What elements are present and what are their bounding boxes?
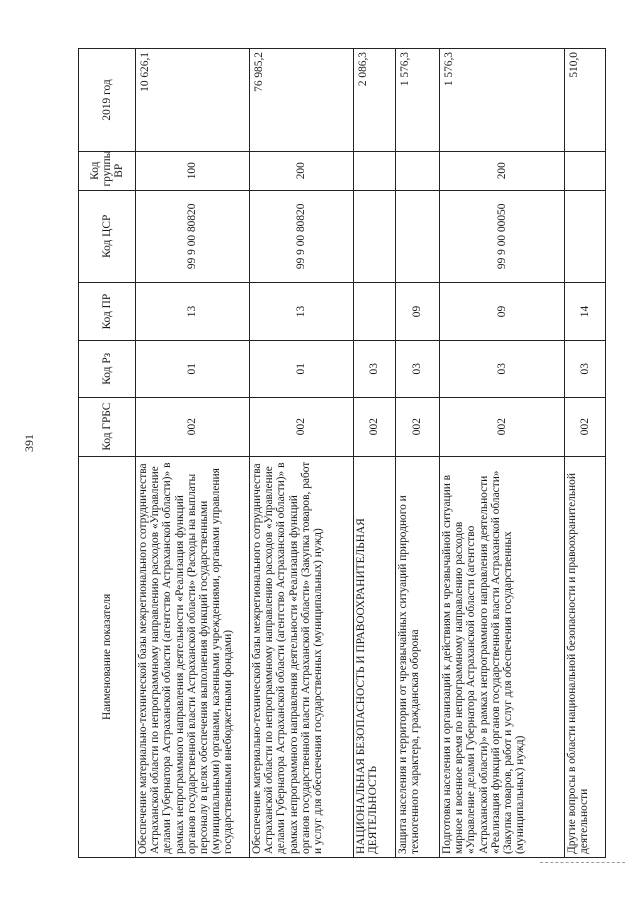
header-name: Наименование показателя (79, 456, 136, 857)
header-vr: Код группы ВР (79, 151, 136, 190)
row-name: Обеспечение материально-технической базы межрегионального сотрудничества Астраханской области по непрограммному направлению расходов «Управление делами Губернатора Астраханской области (агентство Астраханской области)» в рамках непрограммного направления деятельности «Реализация функций органов государственной власти Астраханской области» (Закупка товаров, работ и услуг для обеспечения государственных (муниципальных) нужд) (250, 456, 354, 857)
row-rz: 01 (250, 340, 354, 397)
row-grbs: 002 (354, 397, 396, 456)
page-number: 391 (22, 434, 36, 452)
row-pr: 13 (250, 283, 354, 341)
row-csr (565, 190, 606, 283)
row-vr: 200 (250, 151, 354, 190)
header-row (79, 49, 136, 858)
row-rz: 03 (565, 340, 606, 397)
row-csr: 99 9 00 80820 (250, 190, 354, 283)
row-amount: 10 626,1 (136, 49, 250, 152)
row-vr (396, 151, 440, 190)
header-csr: Код ЦСР (79, 190, 136, 283)
row-rz: 03 (440, 340, 565, 397)
row-csr (396, 190, 440, 283)
table-row (250, 49, 354, 858)
row-amount: 1 576,3 (396, 49, 440, 152)
scan-artifact-line (540, 862, 625, 863)
row-grbs: 002 (565, 397, 606, 456)
row-name: Защита населения и территории от чрезвычайных ситуаций природного и техногенного характера, гражданская оборона (396, 456, 440, 857)
row-amount: 1 576,3 (440, 49, 565, 152)
header-year: 2019 год (79, 49, 136, 152)
table-row (396, 49, 440, 858)
budget-table-rotated (78, 48, 605, 858)
row-amount: 76 985,2 (250, 49, 354, 152)
row-pr: 09 (440, 283, 565, 341)
table-row (354, 49, 396, 858)
row-pr: 14 (565, 283, 606, 341)
row-csr (354, 190, 396, 283)
row-pr: 13 (136, 283, 250, 341)
row-csr: 99 9 00 00050 (440, 190, 565, 283)
row-name: Обеспечение материально-технической базы межрегионального сотрудничества Астраханской области по непрограммному направлению расходов «Управление делами Губернатора Астраханской области (агентство Астраханской области)» в рамках непрограммного направления деятельности «Реализация функций органов государственной власти Астраханской области» (Расходы на выплаты персоналу в целях обеспечения выполнения функций государственными (муниципальными) органами, казенными учреждениями, органами управления государственными внебюджетными фондами) (136, 456, 250, 857)
row-pr: 09 (396, 283, 440, 341)
row-amount: 2 086,3 (354, 49, 396, 152)
header-rz: Код Рз (79, 340, 136, 397)
row-grbs: 002 (250, 397, 354, 456)
row-rz: 01 (136, 340, 250, 397)
row-vr (354, 151, 396, 190)
header-pr: Код ПР (79, 283, 136, 341)
row-name: Другие вопросы в области национальной безопасности и правоохранительной деятельности (565, 456, 606, 857)
row-grbs: 002 (396, 397, 440, 456)
row-amount: 510,0 (565, 49, 606, 152)
row-csr: 99 9 00 80820 (136, 190, 250, 283)
table-row (565, 49, 606, 858)
row-vr: 200 (440, 151, 565, 190)
header-grbs: Код ГРБС (79, 397, 136, 456)
budget-table (78, 48, 606, 858)
row-name: НАЦИОНАЛЬНАЯ БЕЗОПАСНОСТЬ И ПРАВООХРАНИТЕЛЬНАЯ ДЕЯТЕЛЬНОСТЬ (354, 456, 396, 857)
row-vr: 100 (136, 151, 250, 190)
row-name: Подготовка населения и организаций к действиям в чрезвычайной ситуации в мирное и военное время по непрограммному направлению расходов «Управление делами Губернатора Астраханской области (агентство Астраханской области)» в рамках непрограммного направления деятельности «Реализация функций органов государственной власти Астраханской области» (Закупка товаров, работ и услуг для обеспечения государственных (муниципальных) нужд) (440, 456, 565, 857)
row-grbs: 002 (136, 397, 250, 456)
row-vr (565, 151, 606, 190)
row-pr (354, 283, 396, 341)
table-row (136, 49, 250, 858)
row-rz: 03 (396, 340, 440, 397)
row-rz: 03 (354, 340, 396, 397)
row-grbs: 002 (440, 397, 565, 456)
table-row (440, 49, 565, 858)
